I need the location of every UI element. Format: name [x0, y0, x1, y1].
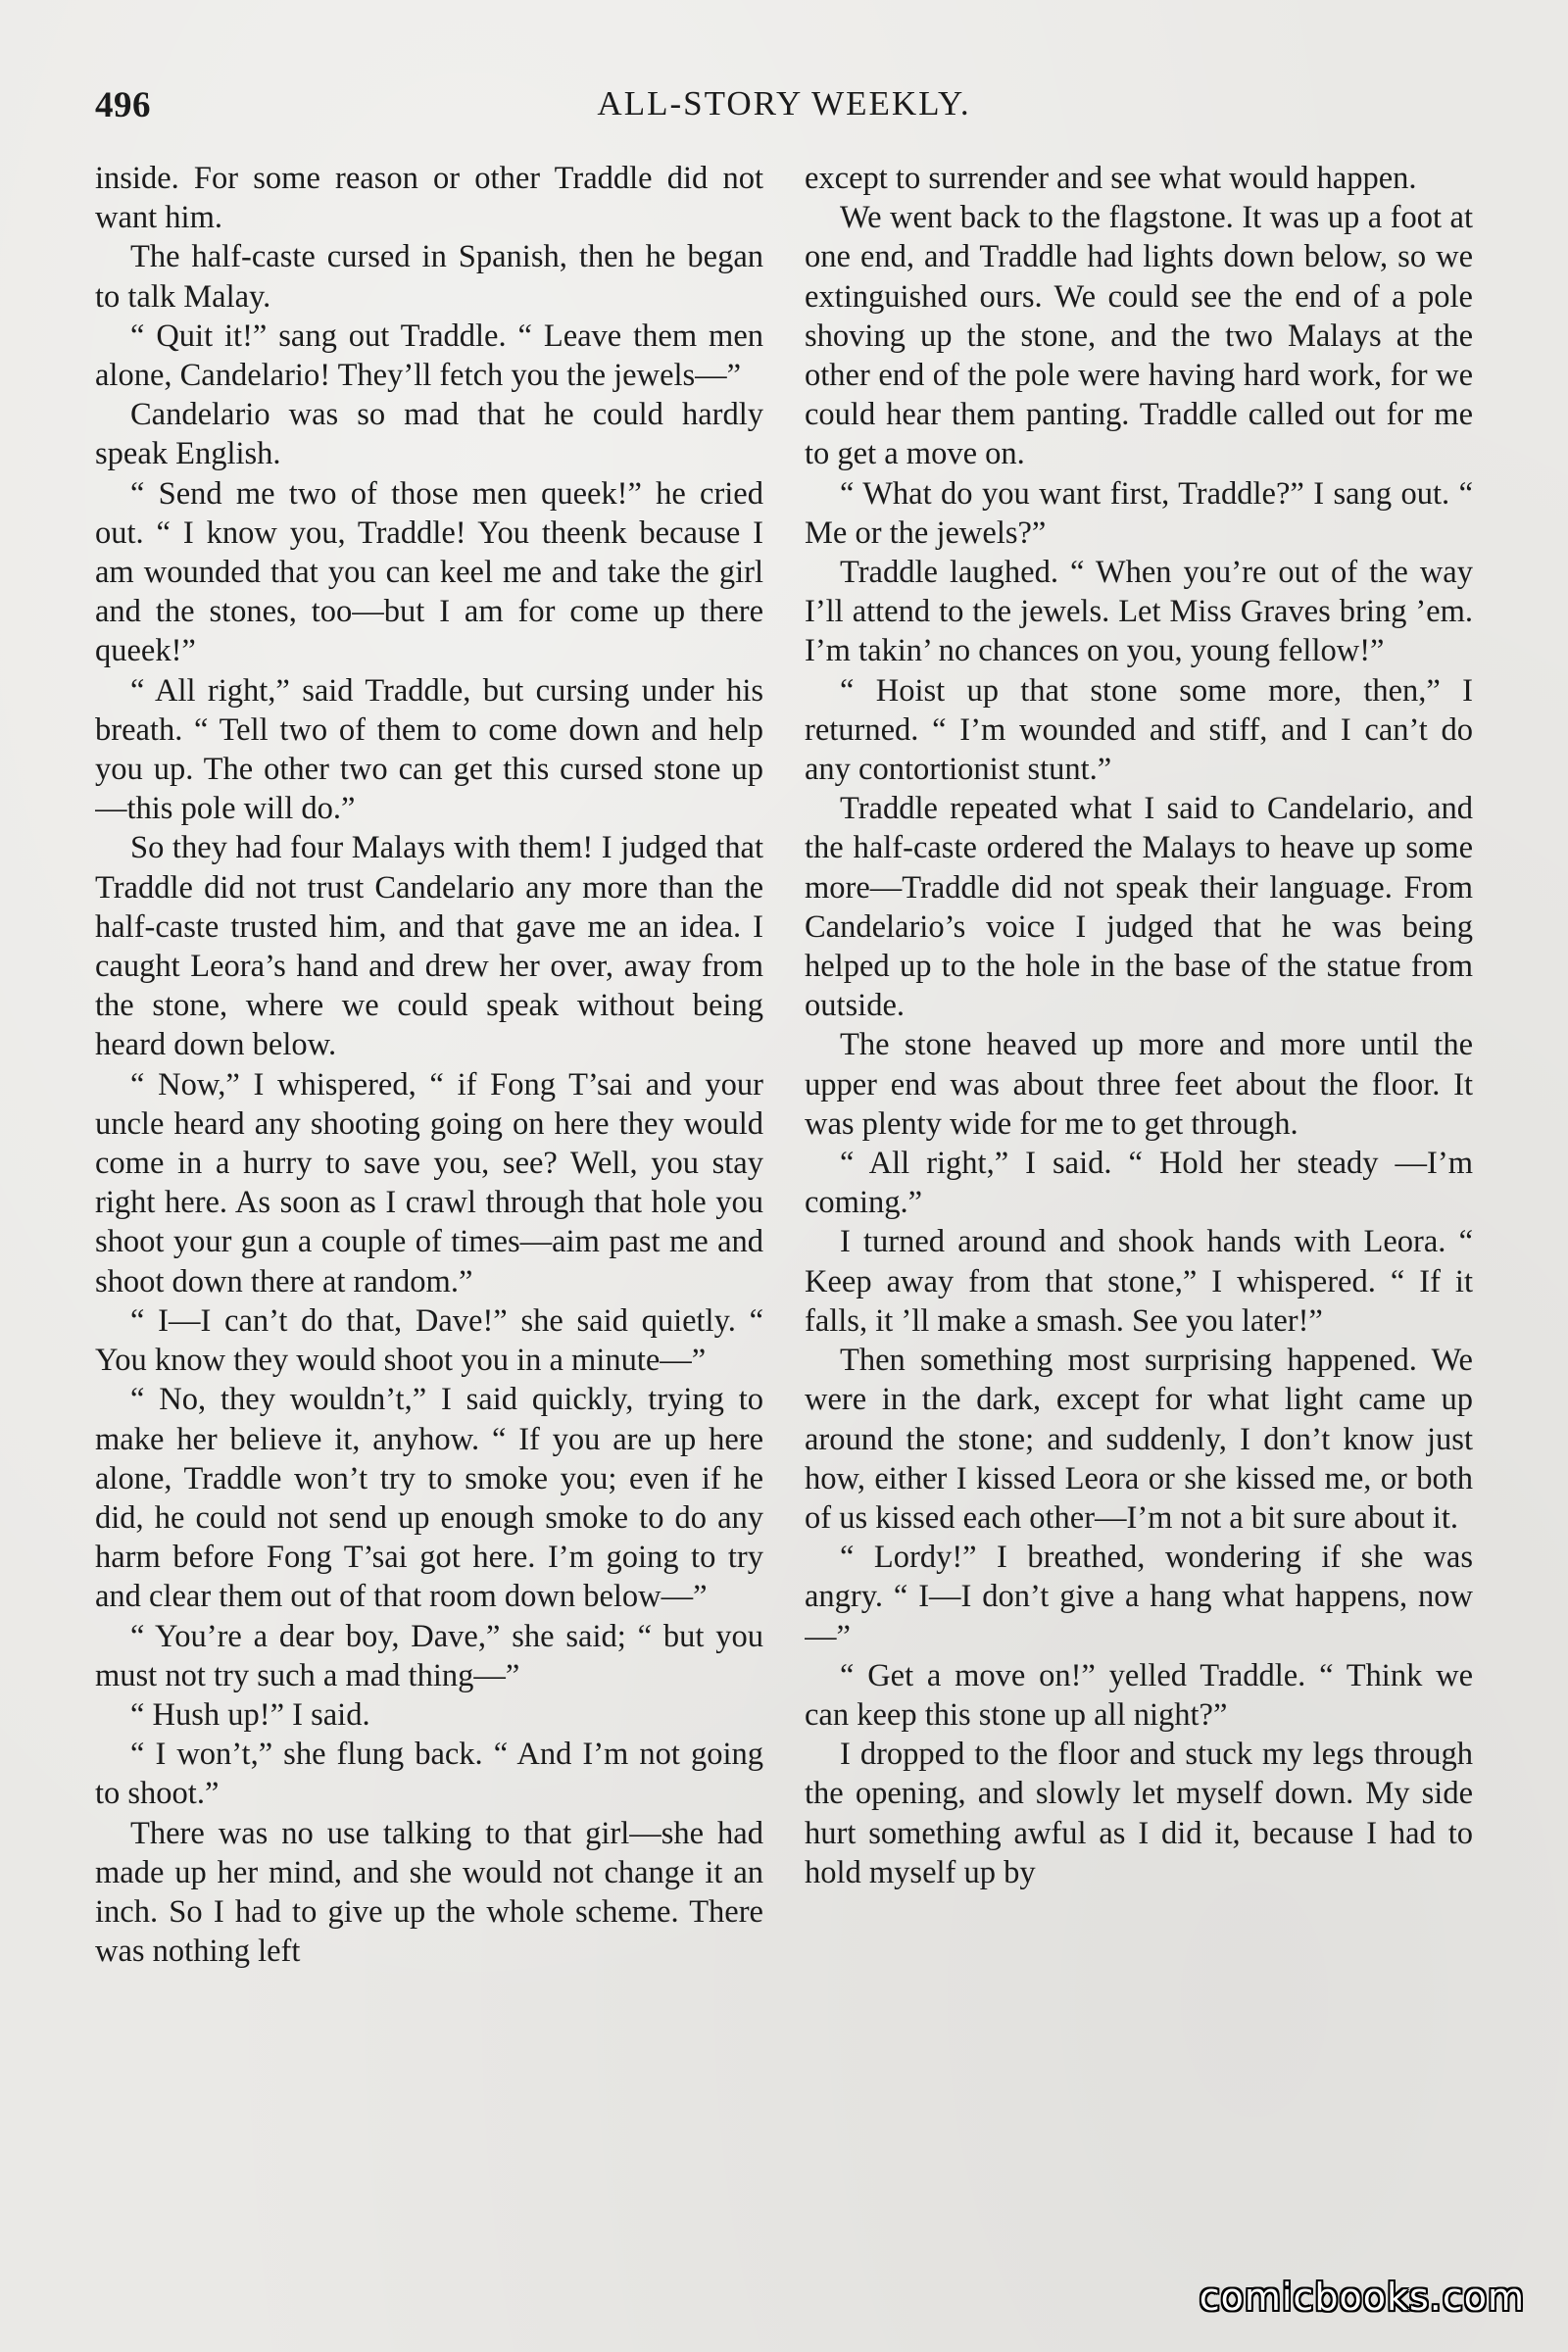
- paragraph: “ Hoist up that stone some more, then,” I returned. “ I’m wounded and stiff, and I can’t do any contortionist stunt.”: [805, 672, 1473, 788]
- page-header: [95, 84, 1473, 133]
- paragraph: “ I won’t,” she flung back. “ And I’m not going to shoot.”: [95, 1737, 763, 1812]
- paragraph: We went back to the flagstone. It was up a foot at one end, and Traddle had lights down below, so we extinguished ours. We could see the end of a pole shoving up the stone, and the two Malays at the other end of the pole were having hard work, for we could hear them panting. Traddle called out for me to get a move on.: [805, 200, 1473, 472]
- paragraph: I turned around and shook hands with Leora. “ Keep away from that stone,” I whispered. “ If it falls, it ’ll make a smash. See you later!”: [805, 1224, 1473, 1339]
- paragraph: “ What do you want first, Traddle?” I sang out. “ Me or the jewels?”: [805, 475, 1473, 551]
- watermark-logo: comicbooks.com: [1199, 2276, 1525, 2319]
- paragraph: “ Now,” I whispered, “ if Fong T’sai and your uncle heard any shooting going on here they would come in a hurry to save you, see? Well, you stay right here. As soon as I crawl through that hole you shoot your gun a couple of times—aim past me and shoot down there at random.”: [95, 1066, 763, 1299]
- paragraph: The half-caste cursed in Spanish, then he began to talk Malay.: [95, 239, 763, 315]
- paragraph: Candelario was so mad that he could hardly speak English.: [95, 397, 763, 472]
- text-columns: [95, 159, 1473, 2266]
- right-column: [805, 159, 1473, 2266]
- paragraph: Traddle laughed. “ When you’re out of the way I’ll attend to the jewels. Let Miss Graves bring ’em. I’m takin’ no chances on you, young fellow!”: [805, 555, 1473, 669]
- left-column: [95, 159, 763, 2266]
- paragraph: “ All right,” said Traddle, but cursing under his breath. “ Tell two of them to come down and help you up. The other two can get this cursed stone up—this pole will do.”: [95, 672, 763, 827]
- paragraph: “ No, they wouldn’t,” I said quickly, trying to make her believe it, anyhow. “ If you are up here alone, Traddle won’t try to smoke you; even if he did, he could not send up enough smoke to do any harm before Fong T’sai got here. I’m going to try and clear them out of that room down below—”: [95, 1382, 763, 1615]
- paragraph: “ Hush up!” I said.: [130, 1696, 370, 1733]
- paragraph: “ Quit it!” sang out Traddle. “ Leave them men alone, Candelario! They’ll fetch you the jewels—”: [95, 318, 763, 394]
- paragraph: The stone heaved up more and more until the upper end was about three feet about the floor. It was plenty wide for me to get through.: [805, 1027, 1473, 1142]
- paragraph: “ Get a move on!” yelled Traddle. “ Think we can keep this stone up all night?”: [805, 1657, 1473, 1733]
- paragraph: except to surrender and see what would happen.: [805, 161, 1417, 196]
- page-number: 496: [95, 85, 151, 125]
- paragraph: “ All right,” I said. “ Hold her steady —I’m coming.”: [805, 1146, 1473, 1221]
- paragraph: “ Send me two of those men queek!” he cried out. “ I know you, Traddle! You theenk because I am wounded that you can keel me and take the girl and the stones, too—but I am for come up there queek!”: [95, 475, 763, 669]
- paragraph: Then something most surprising happened. We were in the dark, except for what light came up around the stone; and suddenly, I don’t know just how, either I kissed Leora or she kissed me, or both of us kissed each other—I’m not a bit sure about it.: [805, 1343, 1473, 1536]
- paragraph: inside. For some reason or other Traddle did not want him.: [95, 161, 763, 236]
- paragraph: I dropped to the floor and stuck my legs through the opening, and slowly let myself down. My side hurt something awful as I did it, because I had to hold myself up by: [805, 1737, 1473, 1890]
- paragraph: So they had four Malays with them! I judged that Traddle did not trust Candelario any more than the half-caste trusted him, and that gave me an idea. I caught Leora’s hand and drew her over, away from the stone, where we could speak without being heard down below.: [95, 830, 763, 1063]
- paragraph: “ Lordy!” I breathed, wondering if she was angry. “ I—I don’t give a hang what happens, now—”: [805, 1540, 1473, 1654]
- paragraph: Traddle repeated what I said to Candelario, and the half-caste ordered the Malays to heave up some more—Traddle did not speak their language. From Candelario’s voice I judged that he was being helped up to the hole in the base of the statue from outside.: [805, 791, 1473, 1024]
- paragraph: There was no use talking to that girl—she had made up her mind, and she would not change it an inch. So I had to give up the whole scheme. There was nothing left: [95, 1815, 763, 1970]
- paragraph: “ You’re a dear boy, Dave,” she said; “ but you must not try such a mad thing—”: [95, 1618, 763, 1693]
- running-head: ALL-STORY WEEKLY.: [597, 84, 971, 122]
- paragraph: “ I—I can’t do that, Dave!” she said quietly. “ You know they would shoot you in a minute—”: [95, 1302, 763, 1379]
